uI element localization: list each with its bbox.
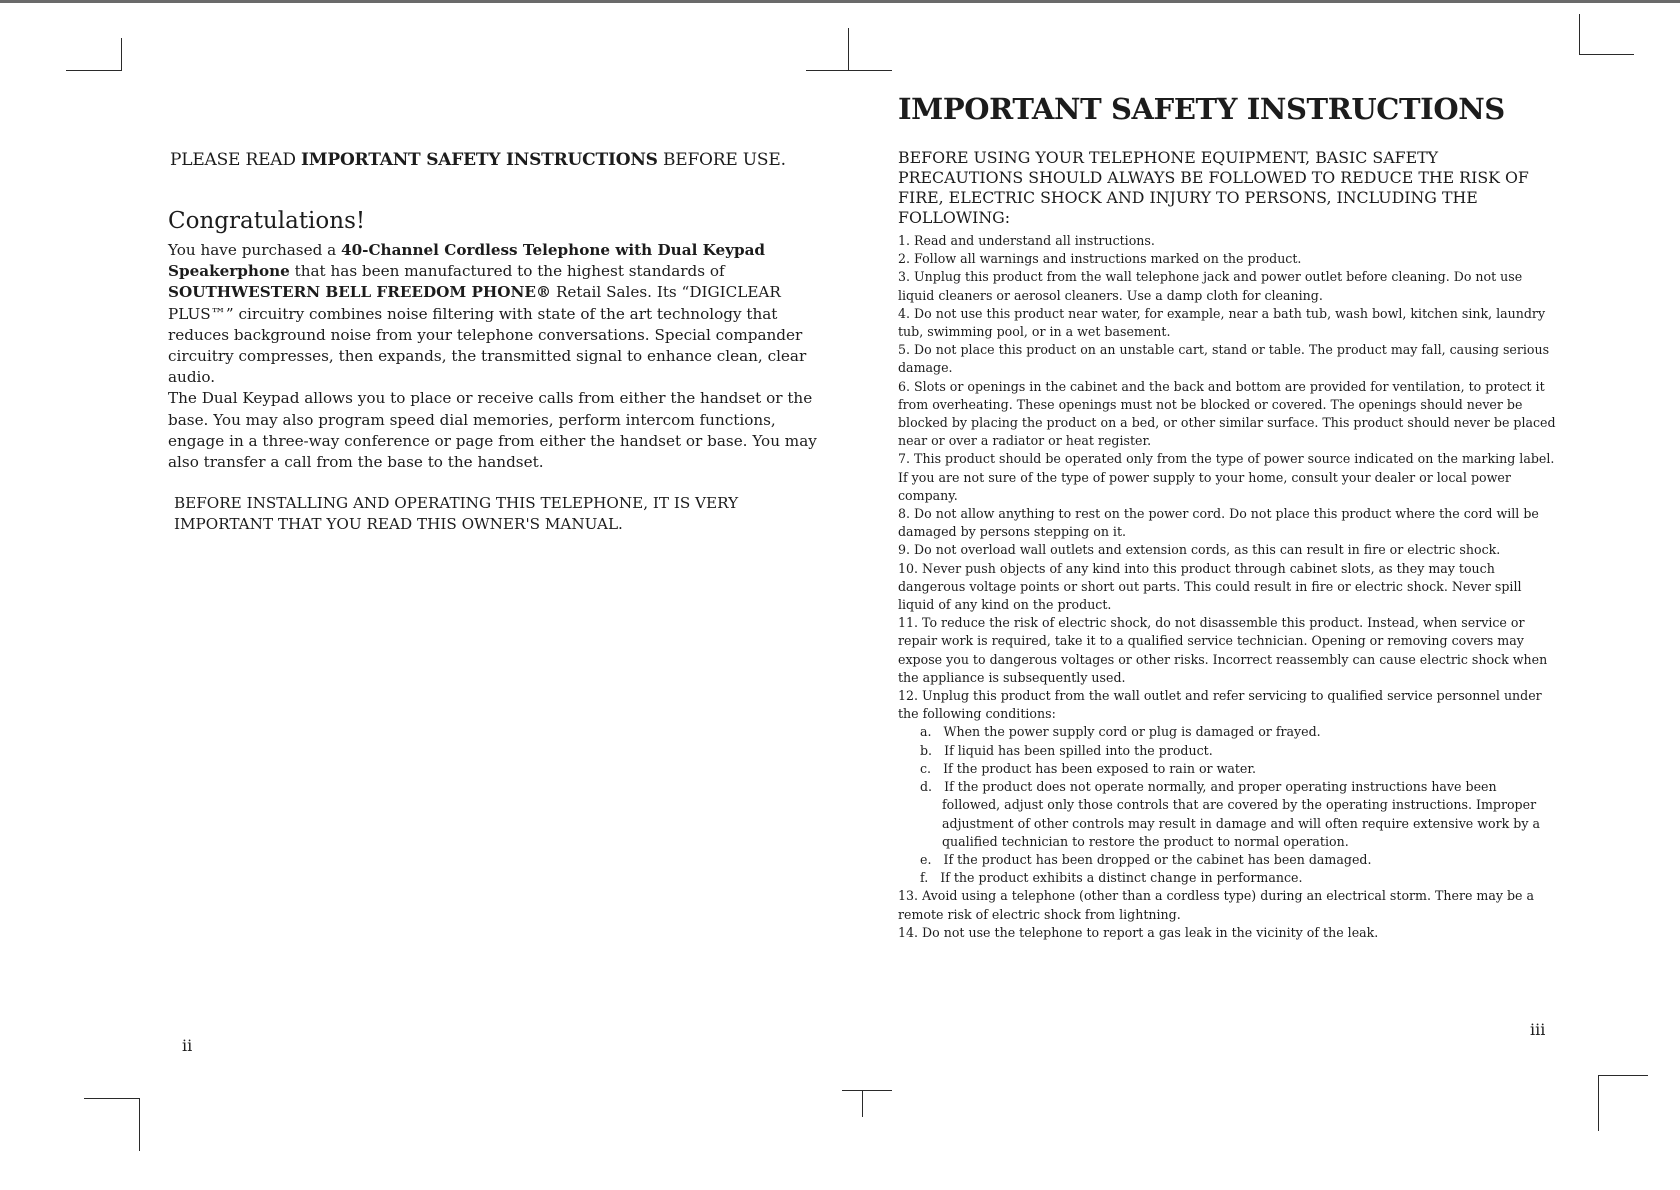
list-item bbox=[898, 924, 1558, 942]
congratulations-heading: Congratulations! bbox=[168, 208, 366, 234]
item-number: 5. bbox=[898, 342, 911, 358]
page-number-right: iii bbox=[1530, 1020, 1546, 1039]
safety-title: IMPORTANT SAFETY INSTRUCTIONS bbox=[898, 92, 1505, 126]
please-read-suffix: BEFORE USE. bbox=[657, 150, 786, 170]
right-page bbox=[898, 92, 1558, 942]
item-text: Slots or openings in the cabinet and the back and bottom are provided for ventilation, to protect it from overheating. These openings must not be blocked or covered. The openings should never be blocked by placing the product on a bed, or other similar surface. This product should never be placed near or over a radiator or heat register. bbox=[898, 378, 1556, 449]
sub-item-letter: b. bbox=[920, 742, 933, 758]
item-number: 13. bbox=[898, 888, 919, 904]
list-item bbox=[898, 560, 1558, 615]
crop-mark-top-left-v bbox=[121, 38, 122, 71]
list-item bbox=[898, 268, 1558, 304]
list-item bbox=[898, 505, 1558, 541]
item-text: To reduce the risk of electric shock, do not disassemble this product. Instead, when service or repair work is required, take it to a qualified service technician. Opening or removing covers may expose you to dangerous voltages or other risks. Incorrect reassembly can cause electric shock when the appliance is subsequently used. bbox=[898, 615, 1548, 685]
item-number: 12. bbox=[898, 688, 919, 704]
product-name: 40-Channel Cordless Telephone with Dual Keypad Speakerphone bbox=[168, 241, 766, 281]
list-item bbox=[898, 250, 1558, 268]
intro-text-a: You have purchased a bbox=[168, 241, 342, 259]
sub-item-letter: d. bbox=[920, 779, 933, 795]
please-read-line bbox=[170, 150, 818, 170]
item-number: 6. bbox=[898, 378, 911, 394]
list-item bbox=[898, 887, 1558, 923]
item-text: Never push objects of any kind into this product through cabinet slots, as they may touch dangerous voltage points or short out parts. This could result in fire or electric shock. Never spill liquid of any kind on the product. bbox=[898, 560, 1522, 613]
item-number: 11. bbox=[898, 615, 919, 631]
item-text: Unplug this product from the wall outlet and refer servicing to qualified service personnel under the following conditions: bbox=[898, 688, 1542, 722]
please-read-bold: IMPORTANT SAFETY INSTRUCTIONS bbox=[301, 150, 658, 170]
left-page bbox=[168, 150, 818, 535]
crop-mark-top-center-h bbox=[806, 70, 892, 71]
item-text: Do not overload wall outlets and extension cords, as this can result in fire or electric shock. bbox=[914, 542, 1501, 558]
item-number: 4. bbox=[898, 305, 911, 321]
item-number: 10. bbox=[898, 560, 919, 576]
list-item bbox=[898, 687, 1558, 723]
sub-list-item bbox=[920, 869, 1558, 887]
list-item bbox=[898, 305, 1558, 341]
dual-keypad-paragraph: The Dual Keypad allows you to place or receive calls from either the handset or the base. You may also program speed dial memories, perform intercom functions, engage in a three-way conference or page from either the handset or base. You may also transfer a call from the base to the handset. bbox=[168, 389, 817, 472]
list-item bbox=[898, 614, 1558, 687]
list-item bbox=[898, 541, 1558, 559]
item-number: 1. bbox=[898, 233, 911, 248]
crop-mark-top-right-v bbox=[1579, 14, 1580, 55]
sub-item-letter: e. bbox=[920, 851, 932, 867]
read-manual-notice: BEFORE INSTALLING AND OPERATING THIS TELEPHONE, IT IS VERY IMPORTANT THAT YOU READ THIS OWNER'S MANUAL. bbox=[174, 494, 739, 534]
scan-top-edge bbox=[0, 0, 1680, 3]
item-text: Do not use this product near water, for example, near a bath tub, wash bowl, kitchen sink, laundry tub, swimming pool, or in a wet basement. bbox=[898, 305, 1546, 340]
crop-mark-top-right-h bbox=[1579, 54, 1634, 55]
safety-list bbox=[898, 232, 1558, 942]
item-number: 2. bbox=[898, 251, 911, 267]
crop-mark-bottom-center-h bbox=[842, 1090, 892, 1091]
intro-paragraph bbox=[168, 240, 818, 388]
page-number-left: ii bbox=[182, 1036, 193, 1055]
item-number: 9. bbox=[898, 542, 911, 558]
crop-mark-bottom-right-h bbox=[1598, 1075, 1648, 1076]
sub-item-letter: c. bbox=[920, 760, 932, 776]
list-item bbox=[898, 450, 1558, 505]
sub-item-letter: a. bbox=[920, 724, 932, 740]
item-text: This product should be operated only from the type of power source indicated on the marking label. If you are not sure of the type of power supply to your home, consult your dealer or local power company. bbox=[898, 451, 1555, 503]
item-text: Follow all warnings and instructions marked on the product. bbox=[914, 251, 1302, 267]
crop-mark-bottom-center-v bbox=[862, 1090, 863, 1117]
item-number: 3. bbox=[898, 269, 911, 285]
item-text: Do not allow anything to rest on the power cord. Do not place this product where the cord will be damaged by persons stepping on it. bbox=[898, 506, 1539, 540]
item-number: 14. bbox=[898, 924, 919, 940]
crop-mark-bottom-right-v bbox=[1598, 1075, 1599, 1131]
item-text: Do not place this product on an unstable cart, stand or table. The product may fall, causing serious damage. bbox=[898, 342, 1550, 376]
item-text: Read and understand all instructions. bbox=[914, 233, 1155, 248]
crop-mark-bottom-left-h bbox=[84, 1098, 140, 1099]
sub-item-text: If the product has been dropped or the cabinet has been damaged. bbox=[943, 851, 1372, 867]
list-item bbox=[898, 341, 1558, 377]
sub-list-item bbox=[920, 851, 1558, 869]
sub-item-text: If liquid has been spilled into the product. bbox=[944, 742, 1213, 758]
safety-intro: BEFORE USING YOUR TELEPHONE EQUIPMENT, BASIC SAFETY PRECAUTIONS SHOULD ALWAYS BE FOLLOWED TO REDUCE THE RISK OF FIRE, ELECTRIC SHOCK AND INJURY TO PERSONS, INCLUDING THE FOLLOWING: bbox=[898, 148, 1529, 227]
sub-item-text: If the product has been exposed to rain or water. bbox=[943, 760, 1257, 776]
item-text: Unplug this product from the wall telephone jack and power outlet before cleaning. Do not use liquid cleaners or aerosol cleaners. Use a damp cloth for cleaning. bbox=[898, 269, 1523, 303]
please-read-prefix: PLEASE READ bbox=[170, 150, 301, 170]
sub-list-item bbox=[920, 760, 1558, 778]
sub-item-letter: f. bbox=[920, 870, 929, 886]
crop-mark-top-left-h bbox=[66, 70, 122, 71]
sub-list-item bbox=[920, 723, 1558, 741]
list-item bbox=[898, 378, 1558, 451]
item-number: 8. bbox=[898, 506, 911, 522]
sub-item-text: If the product exhibits a distinct change in performance. bbox=[940, 870, 1303, 886]
list-item bbox=[898, 232, 1558, 250]
crop-mark-bottom-left-v bbox=[139, 1098, 140, 1151]
intro-text-e: Retail Sales. Its “DIGICLEAR PLUS™” circuitry combines noise filtering with state of the art technology that reduces background noise from your telephone conversations. Special compander circuitry compresses, then expands, the transmitted signal to enhance clean, clear audio. bbox=[168, 283, 807, 387]
sub-list-item bbox=[920, 742, 1558, 760]
sub-list-item bbox=[920, 778, 1558, 851]
brand-name: SOUTHWESTERN BELL FREEDOM PHONE® bbox=[168, 283, 552, 302]
item-number: 7. bbox=[898, 451, 911, 467]
intro-text-c: that has been manufactured to the highest standards of bbox=[289, 262, 725, 281]
item-text: Avoid using a telephone (other than a cordless type) during an electrical storm. There may be a remote risk of electric shock from lightning. bbox=[898, 888, 1535, 922]
item-text: Do not use the telephone to report a gas leak in the vicinity of the leak. bbox=[922, 924, 1379, 940]
sub-item-text: When the power supply cord or plug is damaged or frayed. bbox=[943, 724, 1321, 740]
sub-item-text: If the product does not operate normally, and proper operating instructions have been followed, adjust only those controls that are covered by the operating instructions. Improper adjustment of other controls may result in damage and will often require extensive work by a qualified technician to restore the product to normal operation. bbox=[942, 779, 1540, 849]
crop-mark-top-center-v bbox=[848, 28, 849, 71]
